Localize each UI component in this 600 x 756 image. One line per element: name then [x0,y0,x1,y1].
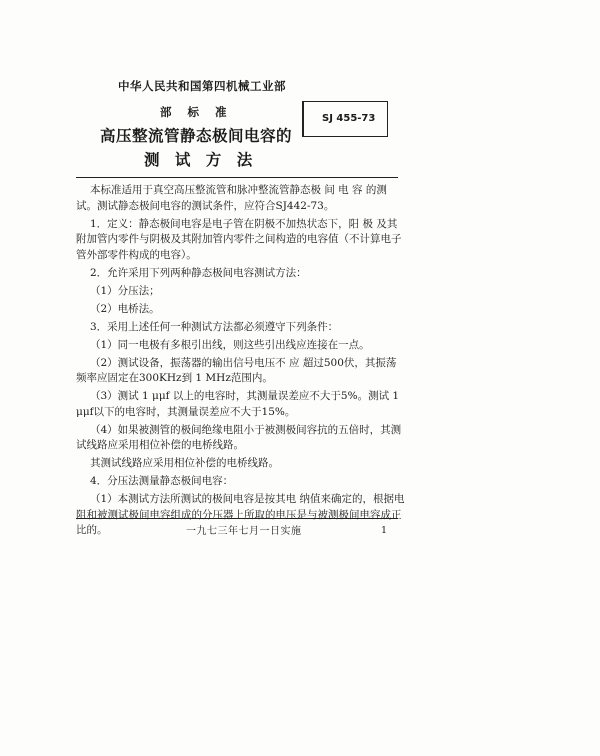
paragraph: 3．采用上述任何一种测试方法都必须遵守下列条件： [90,320,339,333]
standard-code-box [302,101,388,137]
body-text [76,183,406,541]
paragraph: （2）电桥法。 [90,302,160,315]
issuing-ministry: 中华人民共和国第四机械工业部 [118,79,286,93]
page-number: 1 [381,525,388,536]
bottom-divider [76,518,398,519]
document-title-line1: 高压整流管静态极间电容的 [100,127,293,145]
paragraph: （1）分压法； [90,284,160,297]
paragraph: （4）如果被测管的极间绝缘电阻小于被测极间容抗的五倍时，其测试线路应采用相位补偿的电桥线路。 [76,423,402,451]
paragraph: 2．允许采用下列两种静态极间电容测试方法： [90,266,307,279]
paragraph: （2）测试设备，振荡器的输出信号电压不 应 超过500伏，其振荡频率应固定在300KHz到 1 MHz范围内。 [76,356,397,384]
paragraph: 其测试线路应采用相位补偿的电桥线路。 [90,457,279,469]
paragraph: （1）本测试方法所测试的极间电容是按其电 纳值来确定的，根据电阻和被测试极间电容组成的分压器上所取的电压是与被测极间电容成正比的。 [76,493,405,536]
paragraph: 4．分压法测量静态极间电容： [90,475,234,487]
standard-code: SJ 455-73 [322,113,376,124]
paragraph: 本标准适用于真空高压整流管和脉冲整流管静态极 间 电 容 的测试。测试静态极间电容的测试条件，应符合SJ442-73。 [76,184,387,212]
paragraph: （3）测试 1 μμf 以上的电容时，其测量误差应不大于5%。测试 1 μμf以下的电容时，其测量误差应不大于15%。 [76,390,403,418]
effective-date: 一九七三年七月一日实施 [186,526,302,537]
standard-type-label: 部 标 准 [160,105,233,119]
top-divider [76,177,398,178]
paragraph: 1．定义：静态极间电容是电子管在阴极不加热状态下，阳 极 及其附加管内零件与阴极及其附加管内零件之间构造的电容值（不计算电子管外部零件构成的电容）。 [76,217,402,261]
paragraph: （1）同一电极有多根引出线，则这些引出线应连接在一点。 [90,338,370,351]
document-title-line2: 测 试 方 法 [144,151,258,169]
